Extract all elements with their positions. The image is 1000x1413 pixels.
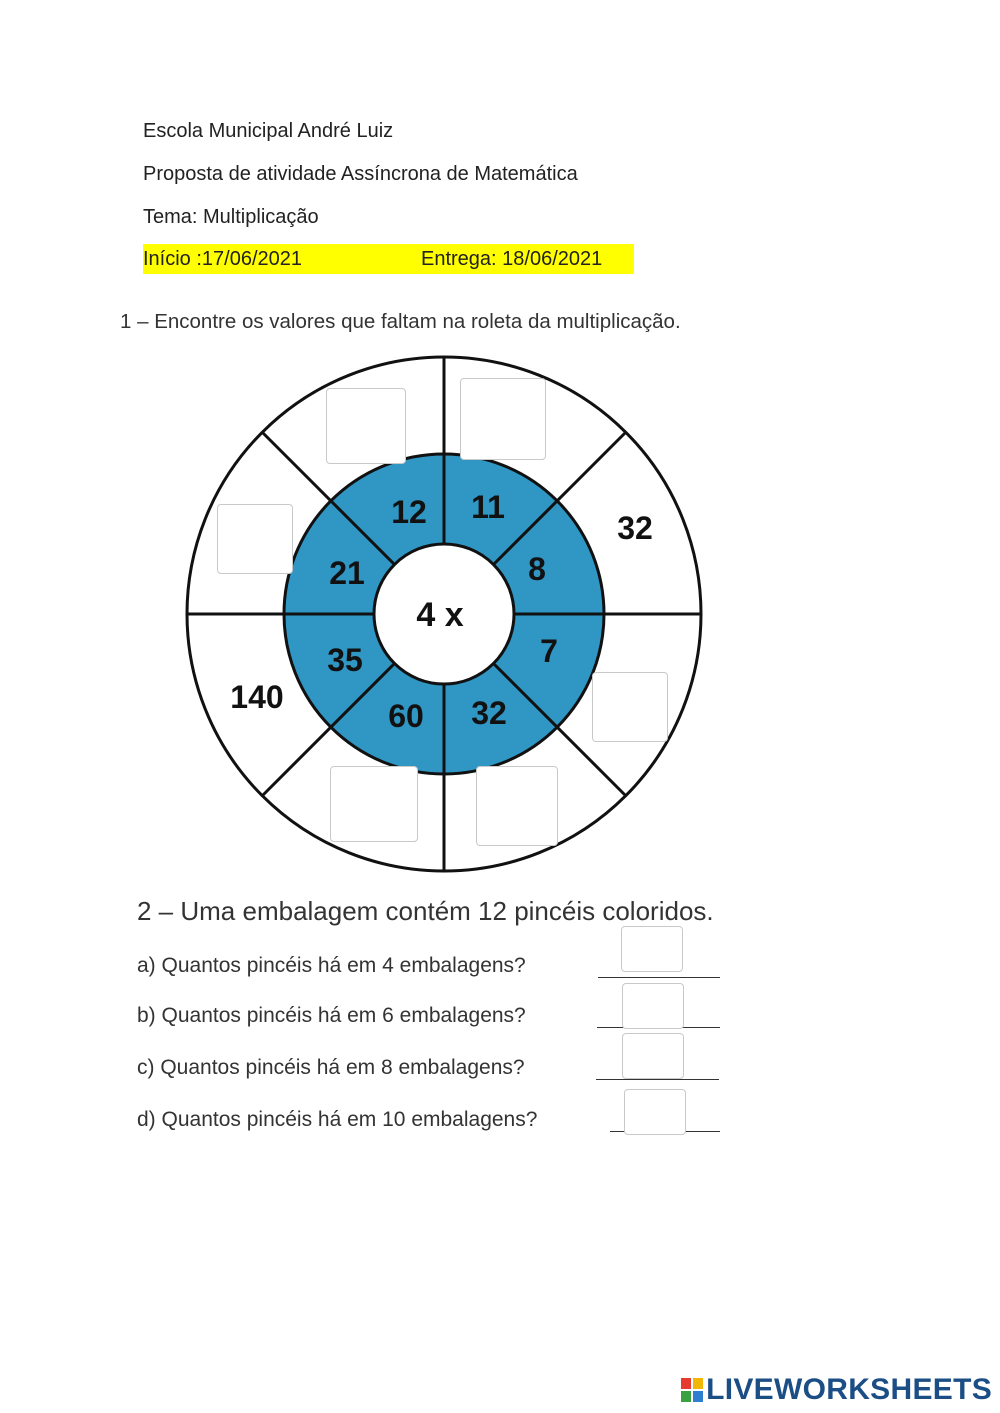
wheel-answer-box[interactable] bbox=[217, 504, 293, 574]
wheel-answer-box[interactable] bbox=[330, 766, 418, 842]
delivery-date: Entrega: 18/06/2021 bbox=[421, 248, 603, 270]
activity-theme: Tema: Multiplicação bbox=[143, 206, 319, 228]
inner-number: 12 bbox=[391, 494, 427, 530]
school-name: Escola Municipal André Luiz bbox=[143, 120, 394, 142]
inner-number: 32 bbox=[471, 695, 507, 731]
answer-line bbox=[598, 976, 720, 978]
question-2c: c) Quantos pincéis há em 8 embalagens? bbox=[137, 1056, 525, 1079]
inner-number: 7 bbox=[540, 633, 558, 669]
answer-box-c[interactable] bbox=[622, 1033, 684, 1079]
inner-number: 60 bbox=[388, 698, 424, 734]
question-2d: d) Quantos pincéis há em 10 embalagens? bbox=[137, 1108, 538, 1131]
liveworksheets-logo bbox=[680, 1373, 992, 1407]
wheel-answer-box[interactable] bbox=[476, 766, 558, 846]
answer-box-a[interactable] bbox=[621, 926, 683, 972]
liveworksheets-icon bbox=[680, 1377, 704, 1403]
answer-box-d[interactable] bbox=[624, 1089, 686, 1135]
question-1-title: 1 – Encontre os valores que faltam na roleta da multiplicação. bbox=[120, 310, 681, 333]
inner-number: 11 bbox=[471, 489, 505, 525]
start-date: Início :17/06/2021 bbox=[143, 248, 303, 270]
outer-given-number: 32 bbox=[617, 510, 653, 546]
center-multiplier: 4 x bbox=[416, 596, 464, 634]
question-2-title: 2 – Uma embalagem contém 12 pincéis coloridos. bbox=[137, 896, 714, 926]
wheel-answer-box[interactable] bbox=[460, 378, 546, 460]
question-2b: b) Quantos pincéis há em 6 embalagens? bbox=[137, 1004, 526, 1027]
inner-number: 35 bbox=[327, 642, 363, 678]
inner-number: 21 bbox=[329, 555, 365, 591]
brand-name: LIVEWORKSHEETS bbox=[706, 1373, 992, 1406]
answer-box-b[interactable] bbox=[622, 983, 684, 1029]
inner-number: 8 bbox=[528, 551, 546, 587]
wheel-answer-box[interactable] bbox=[592, 672, 668, 742]
wheel-answer-box[interactable] bbox=[326, 388, 406, 464]
outer-given-number: 140 bbox=[230, 679, 284, 715]
activity-proposal: Proposta de atividade Assíncrona de Matemática bbox=[143, 163, 578, 185]
question-2a: a) Quantos pincéis há em 4 embalagens? bbox=[137, 954, 526, 977]
